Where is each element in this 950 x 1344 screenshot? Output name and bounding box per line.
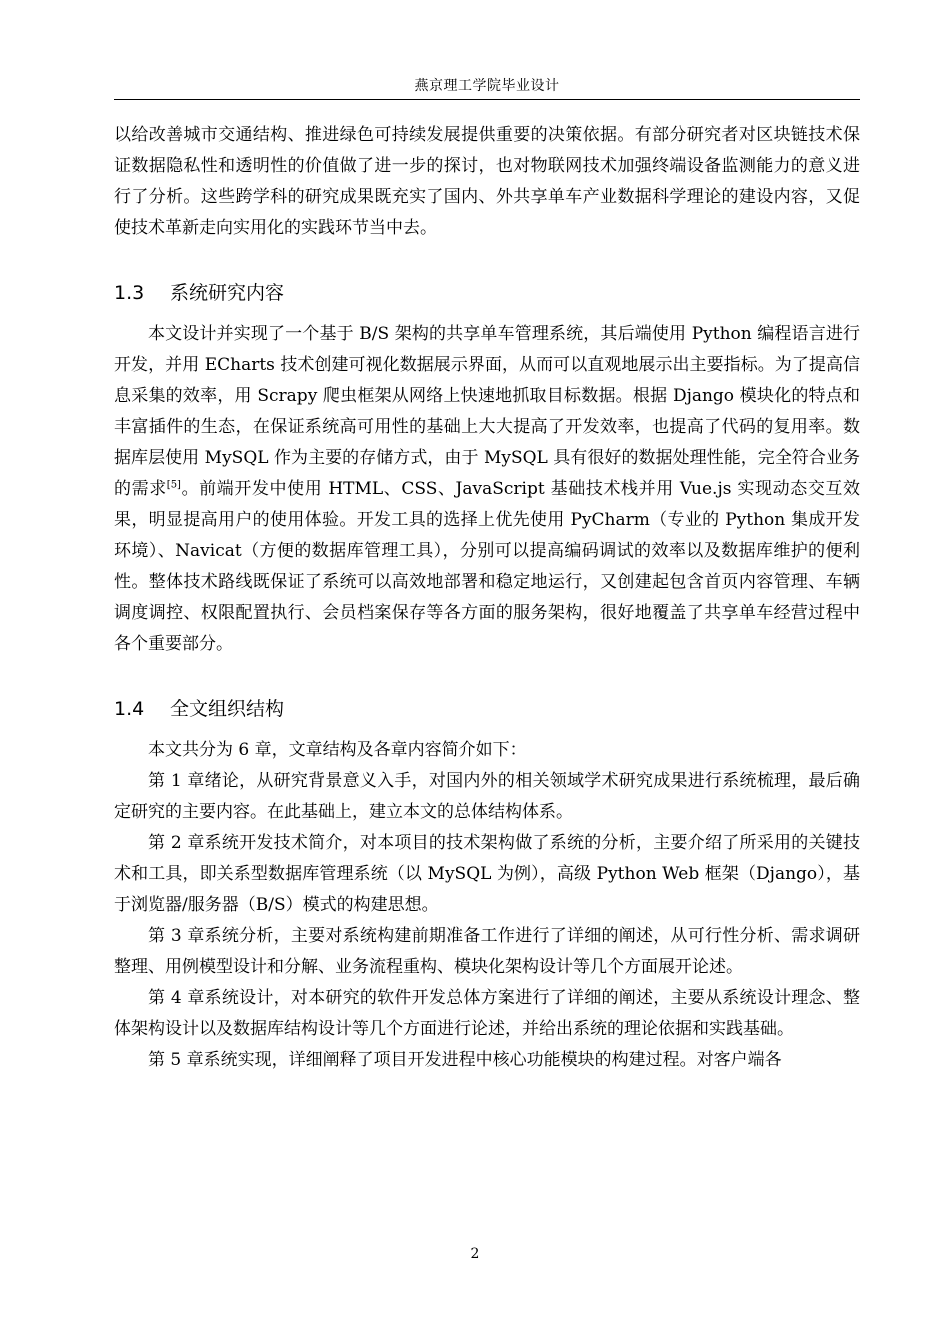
chapter-4-paragraph: 第 4 章系统设计，对本研究的软件开发总体方案进行了详细的阐述，主要从系统设计理念、整体架构设计以及数据库结构设计等几个方面进行论述，并给出系统的理论依据和实践基础。 bbox=[114, 988, 860, 1039]
section-heading-1-3 bbox=[114, 278, 860, 308]
page-header: 燕京理工学院毕业设计 bbox=[414, 78, 560, 94]
chapter-5-paragraph: 第 5 章系统实现，详细阐释了项目开发进程中核心功能模块的构建过程。对客户端各 bbox=[148, 1050, 782, 1070]
page-number: 2 bbox=[470, 1246, 480, 1262]
chapter-3-paragraph: 第 3 章系统分析，主要对系统构建前期准备工作进行了详细的阐述，从可行性分析、需求调研整理、用例模型设计和分解、业务流程重构、模块化架构设计等几个方面展开论述。 bbox=[114, 926, 860, 977]
chapter-2-paragraph: 第 2 章系统开发技术简介，对本项目的技术架构做了系统的分析，主要介绍了所采用的关键技术和工具，即关系型数据库管理系统（以 MySQL 为例），高级 Python Web 框架（Django），基于浏览器/服务器（B/S）模式的构建思想。 bbox=[114, 833, 860, 915]
section-heading-1-4 bbox=[114, 694, 860, 724]
chapter-overview-paragraph: 本文共分为 6 章，文章结构及各章内容简介如下： bbox=[148, 740, 527, 760]
section-1-3-paragraph bbox=[114, 319, 860, 660]
paragraph-text-continued: 。前端开发中使用 HTML、CSS、JavaScript 基础技术栈并用 Vue.js 实现动态交互效果，明显提高用户的使用体验。开发工具的选择上优先使用 PyCharm（专业的 Python 集成开发环境）、Navicat（方便的数据库管理工具），分别可以提高编码调试的效率以及数据库维护的便利性。整体技术路线既保证了系统可以高效地部署和稳定地运行，又创建起包含首页内容管理、车辆调度调控、权限配置执行、会员档案保存等各方面的服务架构，很好地覆盖了共享单车经营过程中各个重要部分。 bbox=[114, 479, 861, 654]
section-number: 1.3 bbox=[114, 282, 145, 304]
section-title: 全文组织结构 bbox=[170, 698, 285, 720]
section-1-4-body bbox=[114, 735, 860, 1076]
page-body bbox=[114, 120, 860, 1076]
paragraph-text: 本文设计并实现了一个基于 B/S 架构的共享单车管理系统，其后端使用 Python 编程语言进行开发，并用 ECharts 技术创建可视化数据展示界面，从而可以直观地展示出主要指标。为了提高信息采集的效率，用 Scrapy 爬虫框架从网络上快速地抓取目标数据。根据 Django 模块化的特点和丰富插件的生态，在保证系统高可用性的基础上大大提高了开发效率，也提高了代码的复用率。数据库层使用 MySQL 作为主要的存储方式，由于 MySQL 具有很好的数据处理性能，完全符合业务的需求 bbox=[114, 324, 860, 499]
header-divider bbox=[114, 99, 860, 100]
citation-reference: [5] bbox=[166, 479, 181, 491]
section-title: 系统研究内容 bbox=[170, 282, 285, 304]
chapter-1-paragraph: 第 1 章绪论，从研究背景意义入手，对国内外的相关领域学术研究成果进行系统梳理，最后确定研究的主要内容。在此基础上，建立本文的总体结构体系。 bbox=[114, 771, 860, 822]
section-number: 1.4 bbox=[114, 698, 145, 720]
intro-paragraph: 以给改善城市交通结构、推进绿色可持续发展提供重要的决策依据。有部分研究者对区块链技术保证数据隐私性和透明性的价值做了进一步的探讨，也对物联网技术加强终端设备监测能力的意义进行了分析。这些跨学科的研究成果既充实了国内、外共享单车产业数据科学理论的建设内容，又促使技术革新走向实用化的实践环节当中去。 bbox=[114, 125, 860, 238]
